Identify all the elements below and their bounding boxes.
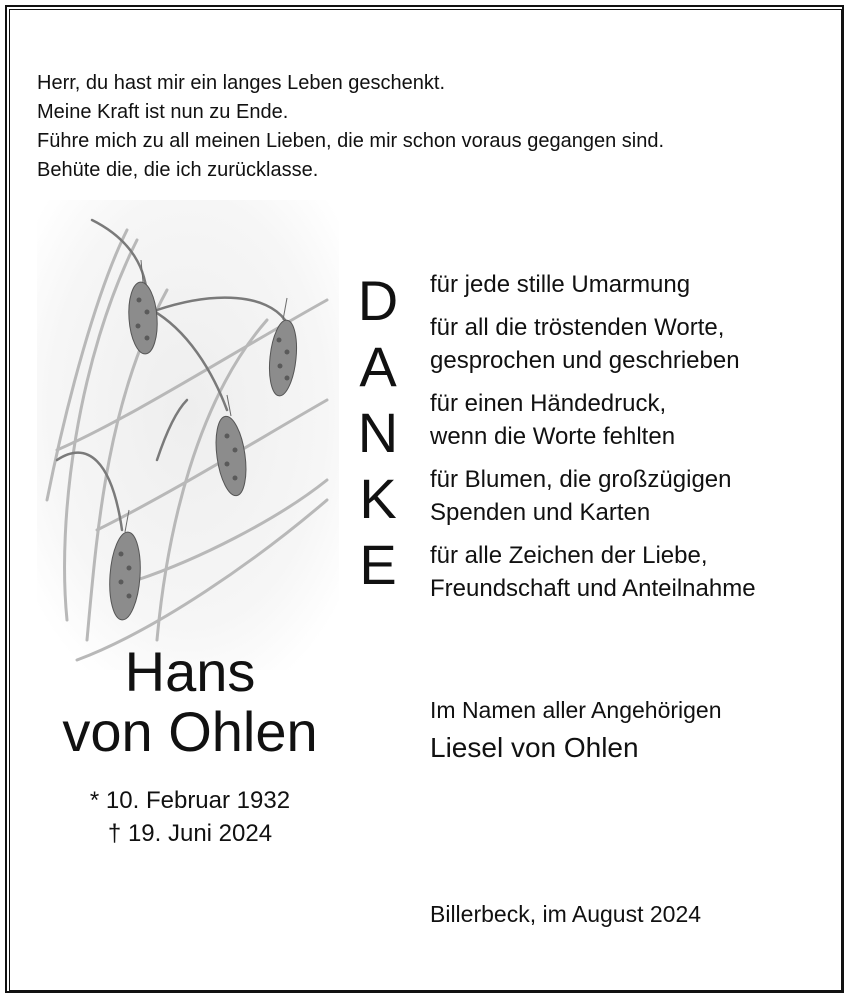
thanks-line: für all die tröstenden Worte, <box>430 314 725 341</box>
thanks-line: für einen Händedruck, <box>430 390 667 417</box>
life-dates <box>40 784 340 850</box>
deceased-first-name: Hans <box>124 640 256 703</box>
danke-letter: E <box>359 533 397 596</box>
thanks-line: Spenden und Karten <box>430 499 651 526</box>
thanks-item <box>430 387 830 453</box>
thanks-item <box>430 539 830 605</box>
thanks-line: für alle Zeichen der Liebe, <box>430 542 708 569</box>
thanks-line: wenn die Worte fehlten <box>430 423 676 450</box>
family-signer: Liesel von Ohlen <box>430 732 639 763</box>
poem-line: Herr, du hast mir ein langes Leben geschenkt. <box>37 72 446 94</box>
poem-line: Meine Kraft ist nun zu Ende. <box>37 101 289 123</box>
place-date: Billerbeck, im August 2024 <box>430 901 702 927</box>
danke-letter: N <box>357 401 399 464</box>
thanks-line: für jede stille Umarmung <box>430 271 691 298</box>
danke-letter: A <box>359 335 397 398</box>
family-lead: Im Namen aller Angehörigen <box>430 697 722 723</box>
death-date: † 19. Juni 2024 <box>107 820 273 847</box>
poem <box>37 69 817 185</box>
poem-line: Behüte die, die ich zurücklasse. <box>37 159 319 181</box>
danke-letter: K <box>359 467 397 530</box>
thanks-line: für Blumen, die großzügigen <box>430 466 732 493</box>
thanks-line: Freundschaft und Anteilnahme <box>430 575 756 602</box>
thanks-item <box>430 311 830 377</box>
family-signature <box>430 694 830 768</box>
birth-date: * 10. Februar 1932 <box>89 787 291 814</box>
danke-letter: D <box>357 269 399 332</box>
deceased-name <box>20 642 360 762</box>
thanks-item <box>430 463 830 529</box>
poem-line: Führe mich zu all meinen Lieben, die mir schon voraus gegangen sind. <box>37 130 665 152</box>
thanks-list <box>430 268 830 615</box>
thanks-item <box>430 268 830 301</box>
deceased-last-name: von Ohlen <box>62 700 318 763</box>
thanks-line: gesprochen und geschrieben <box>430 347 740 374</box>
danke-vertical-title <box>344 268 412 598</box>
wheat-ears-sketch-icon <box>37 200 339 670</box>
